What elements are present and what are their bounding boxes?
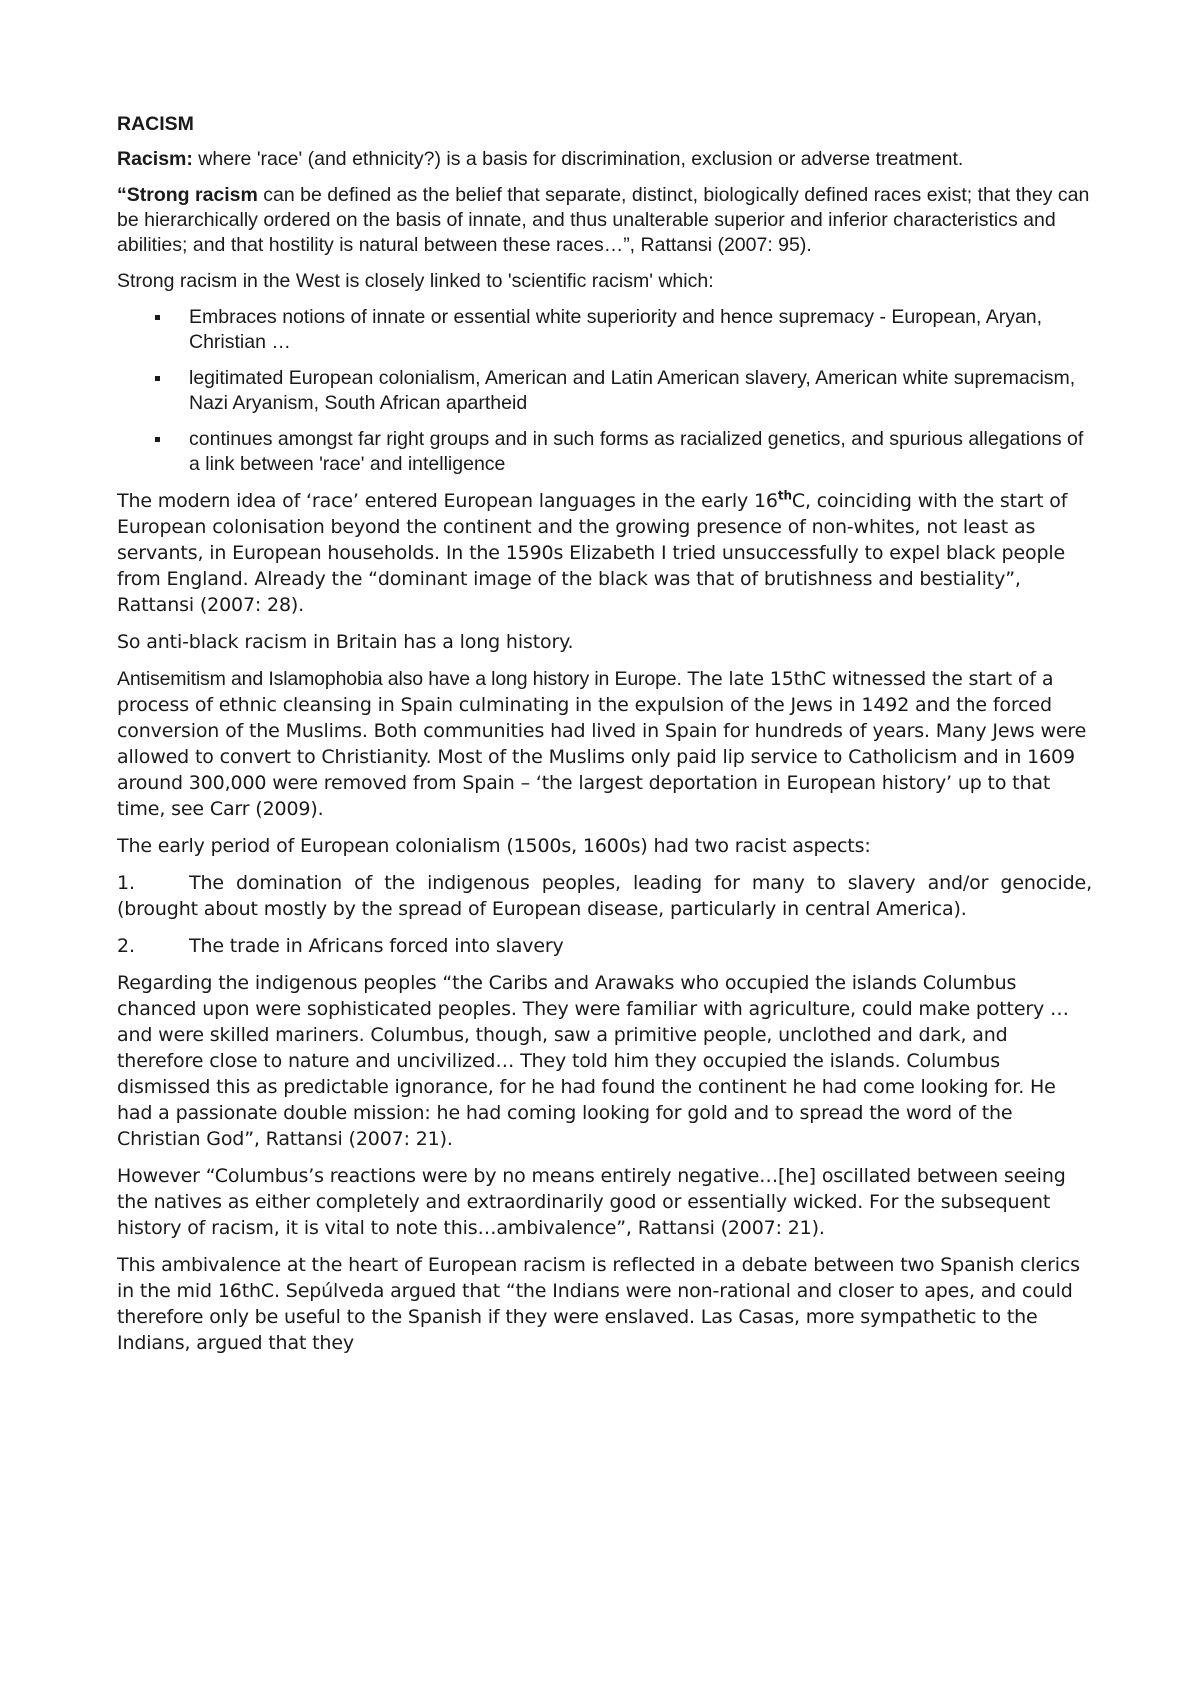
list-item-text: continues amongst far right groups and in such forms as racialized genetics, and spurious allegations of a link between 'race' and intelligence xyxy=(189,428,1084,475)
list-item xyxy=(117,305,1092,355)
ordinal-superscript: th xyxy=(777,488,792,503)
document-title: RACISM xyxy=(117,113,194,135)
racism-definition xyxy=(117,147,1092,172)
antisemitism-rest: The late 15thC witnessed the start of a process of ethnic cleansing in Spain culminating in the expulsion of the Jews in 1492 and the forced conversion of the Muslims. Both communities had lived in Spain for hundreds of years. Many Jews were allowed to convert to Christianity. Most of the Muslims only paid lip service to Catholicism and in 1609 around 300,000 were removed from Spain – ‘the largest deportation in European history’ up to that time, see Carr (2009). xyxy=(117,668,1087,820)
modern-race-text-end: C, coinciding with the start of European colonisation beyond the continent and the growing presence of non-whites, not least as servants, in European households. In the 1590s Elizabeth I tried unsuccessfully to expel black people from England. Already the “dominant image of the black was that of brutishness and bestiality”, Rattansi (2007: 28). xyxy=(117,490,1068,616)
scientific-racism-intro: Strong racism in the West is closely linked to 'scientific racism' which: xyxy=(117,270,714,292)
anti-black-paragraph: So anti-black racism in Britain has a long history. xyxy=(117,631,574,653)
strong-racism-quote xyxy=(117,183,1092,258)
scientific-racism-list xyxy=(117,305,1092,477)
item-text: The domination of the indigenous peoples, leading for many to slavery and/or genocide, (brought about mostly by the spread of European disease, particularly in central America). xyxy=(117,872,1092,920)
definition-text: where 'race' (and ethnicity?) is a basis for discrimination, exclusion or adverse treatment. xyxy=(192,148,964,170)
strong-racism-term: “Strong racism xyxy=(117,184,258,206)
list-item-text: legitimated European colonialism, American and Latin American slavery, American white supremacism, Nazi Aryanism, South African apartheid xyxy=(189,367,1076,414)
document-page xyxy=(117,112,1092,1367)
item-number: 2. xyxy=(117,935,135,957)
strong-racism-text: can be defined as the belief that separate, distinct, biologically defined races exist; that they can be hierarchically ordered on the basis of innate, and thus unalterable superior and inferior characteristics and abilities; and that hostility is natural between these races…”, Rattansi (2007: 95). xyxy=(117,184,1090,256)
antisemitism-paragraph xyxy=(117,666,1092,822)
numbered-item-2 xyxy=(117,933,1092,959)
early-colonialism-paragraph: The early period of European colonialism (1500s, 1600s) had two racist aspects: xyxy=(117,835,871,857)
modern-race-paragraph xyxy=(117,488,1092,618)
item-text: The trade in Africans forced into slavery xyxy=(189,935,564,957)
list-item xyxy=(117,427,1092,477)
columbus-ambivalence-paragraph: However “Columbus’s reactions were by no means entirely negative…[he] oscillated between seeing the natives as either completely and extraordinarily good or essentially wicked. For the subsequent history of racism, it is vital to note this…ambivalence”, Rattansi (2007: 21). xyxy=(117,1165,1066,1239)
square-bullet-icon xyxy=(155,376,160,381)
item-number: 1. xyxy=(117,872,135,894)
square-bullet-icon xyxy=(155,315,160,320)
spanish-clerics-paragraph: This ambivalence at the heart of European racism is reflected in a debate between two Spanish clerics in the mid 16thC. Sepúlveda argued that “the Indians were non-rational and closer to apes, and could therefore only be useful to the Spanish if they were enslaved. Las Casas, more sympathetic to the Indians, argued that they xyxy=(117,1254,1080,1354)
list-item xyxy=(117,366,1092,416)
list-item-text: Embraces notions of innate or essential white superiority and hence supremacy - European, Aryan, Christian … xyxy=(189,306,1043,353)
indigenous-paragraph: Regarding the indigenous peoples “the Caribs and Arawaks who occupied the islands Columbus chanced upon were sophisticated peoples. They were familiar with agriculture, could make pottery … and were skilled mariners. Columbus, though, saw a primitive people, unclothed and dark, and therefore close to nature and uncivilized… They told him they occupied the islands. Columbus dismissed this as predictable ignorance, for he had found the continent he had come looking for. He had a passionate double mission: he had coming looking for gold and to spread the word of the Christian God”, Rattansi (2007: 21). xyxy=(117,972,1069,1150)
antisemitism-lead: Antisemitism and Islamophobia also have a long history in Europe. xyxy=(117,668,682,690)
numbered-item-1 xyxy=(117,870,1092,922)
definition-term: Racism: xyxy=(117,148,193,170)
modern-race-text-start: The modern idea of ‘race’ entered European languages in the early 16 xyxy=(117,490,778,512)
square-bullet-icon xyxy=(155,437,160,442)
